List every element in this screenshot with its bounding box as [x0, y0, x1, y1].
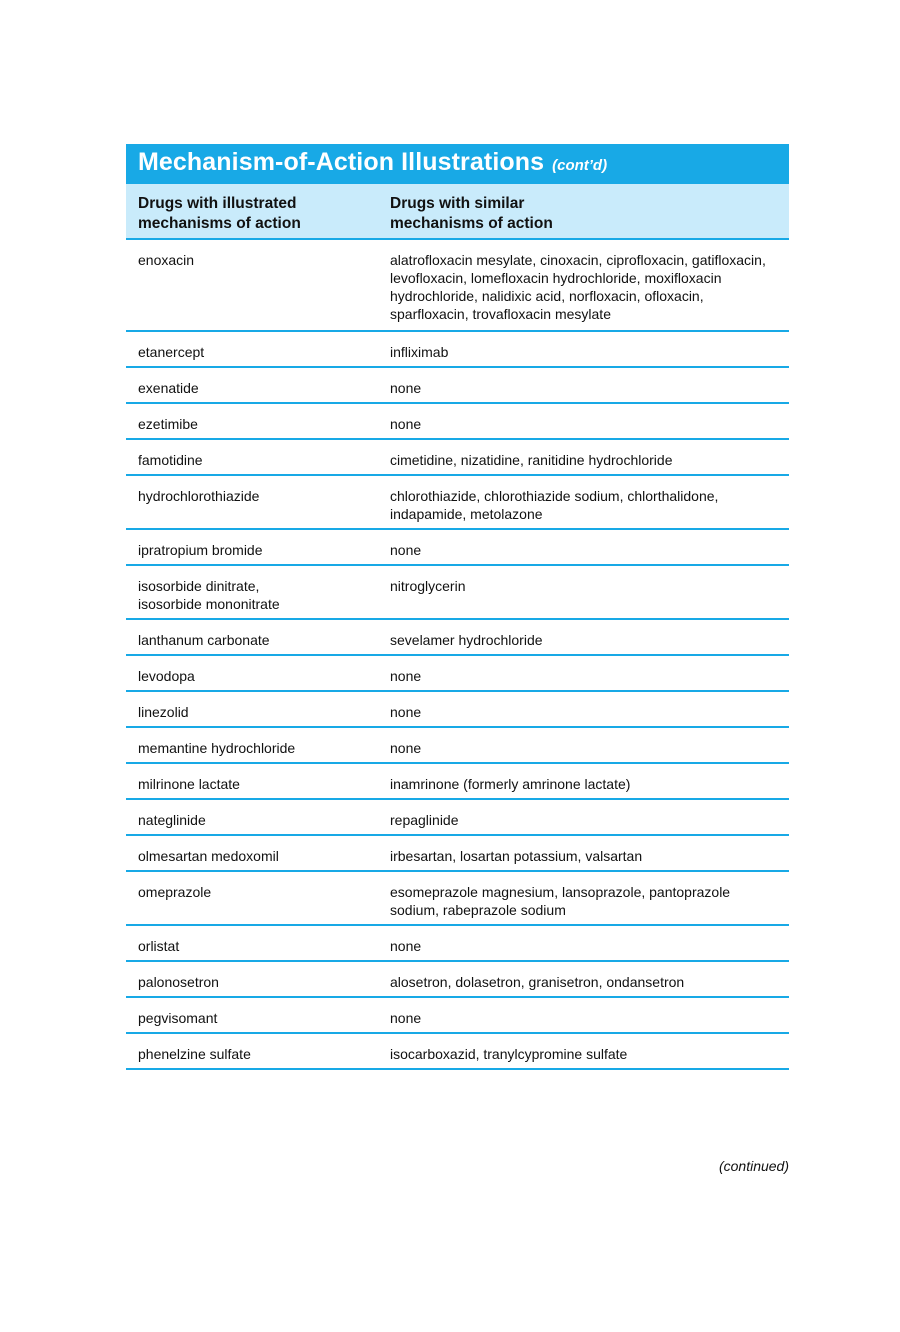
similar-drugs: isocarboxazid, tranylcypromine sulfate	[390, 1046, 628, 1062]
similar-drugs: none	[390, 416, 422, 432]
continued-note: (continued)	[718, 1158, 789, 1174]
drug-name: palonosetron	[138, 974, 219, 990]
table-row	[126, 332, 789, 368]
drug-name: famotidine	[138, 452, 203, 468]
similar-drugs: none	[390, 668, 422, 684]
table-row	[126, 1034, 789, 1070]
drug-name: lanthanum carbonate	[138, 632, 270, 648]
drug-name: exenatide	[138, 380, 199, 396]
column-header-similar: Drugs with similar mechanisms of action	[390, 195, 553, 232]
similar-drugs: inamrinone (formerly amrinone lactate)	[390, 776, 631, 792]
drug-name: ipratropium bromide	[138, 542, 263, 558]
table-row	[126, 728, 789, 764]
moa-table	[126, 144, 789, 1070]
table-row	[126, 566, 789, 620]
table-row	[126, 836, 789, 872]
table-row	[126, 620, 789, 656]
table-row	[126, 764, 789, 800]
table-header	[126, 184, 789, 240]
table-row	[126, 998, 789, 1034]
column-header-illustrated: Drugs with illustrated mechanisms of action	[138, 195, 301, 232]
drug-name: olmesartan medoxomil	[138, 848, 279, 864]
drug-name: pegvisomant	[138, 1010, 218, 1026]
similar-drugs: none	[390, 542, 422, 558]
similar-drugs: nitroglycerin	[390, 578, 466, 594]
drug-name: enoxacin	[138, 252, 195, 268]
table-row	[126, 476, 789, 530]
similar-drugs: irbesartan, losartan potassium, valsartan	[390, 848, 643, 864]
similar-drugs: alosetron, dolasetron, granisetron, ondansetron	[390, 974, 685, 990]
similar-drugs: sevelamer hydrochloride	[390, 632, 543, 648]
drug-name: memantine hydrochloride	[138, 740, 296, 756]
table-row	[126, 800, 789, 836]
table-row	[126, 872, 789, 926]
table-row	[126, 530, 789, 566]
title-continued-label: (cont’d)	[552, 157, 608, 174]
drug-name: phenelzine sulfate	[138, 1046, 251, 1062]
drug-name: isosorbide dinitrate, isosorbide mononitrate	[138, 578, 280, 612]
similar-drugs: chlorothiazide, chlorothiazide sodium, chlorthalidone, indapamide, metolazone	[390, 488, 719, 522]
table-row	[126, 656, 789, 692]
drug-name: milrinone lactate	[138, 776, 240, 792]
similar-drugs: none	[390, 704, 422, 720]
table-row	[126, 440, 789, 476]
similar-drugs: none	[390, 380, 422, 396]
table-row	[126, 240, 789, 332]
similar-drugs: infliximab	[390, 344, 449, 360]
drug-name: linezolid	[138, 704, 189, 720]
similar-drugs: alatrofloxacin mesylate, cinoxacin, ciprofloxacin, gatifloxacin, levofloxacin, lomefloxacin hydrochloride, moxifloxacin hydrochloride, nalidixic acid, norfloxacin, ofloxacin, sparfloxacin, trovafloxacin mesylate	[390, 252, 766, 322]
drug-name: orlistat	[138, 938, 180, 954]
title-bar	[126, 144, 789, 184]
similar-drugs: repaglinide	[390, 812, 459, 828]
page-title: Mechanism-of-Action Illustrations	[138, 148, 545, 176]
table-row	[126, 962, 789, 998]
similar-drugs: cimetidine, nizatidine, ranitidine hydrochloride	[390, 452, 673, 468]
drug-name: etanercept	[138, 344, 205, 360]
drug-name: ezetimibe	[138, 416, 198, 432]
table-row	[126, 692, 789, 728]
drug-name: levodopa	[138, 668, 195, 684]
similar-drugs: none	[390, 740, 422, 756]
drug-name: omeprazole	[138, 884, 212, 900]
similar-drugs: none	[390, 1010, 422, 1026]
table-row	[126, 368, 789, 404]
similar-drugs: none	[390, 938, 422, 954]
table-row	[126, 404, 789, 440]
drug-name: hydrochlorothiazide	[138, 488, 260, 504]
table-row	[126, 926, 789, 962]
similar-drugs: esomeprazole magnesium, lansoprazole, pantoprazole sodium, rabeprazole sodium	[390, 884, 731, 918]
drug-name: nateglinide	[138, 812, 206, 828]
